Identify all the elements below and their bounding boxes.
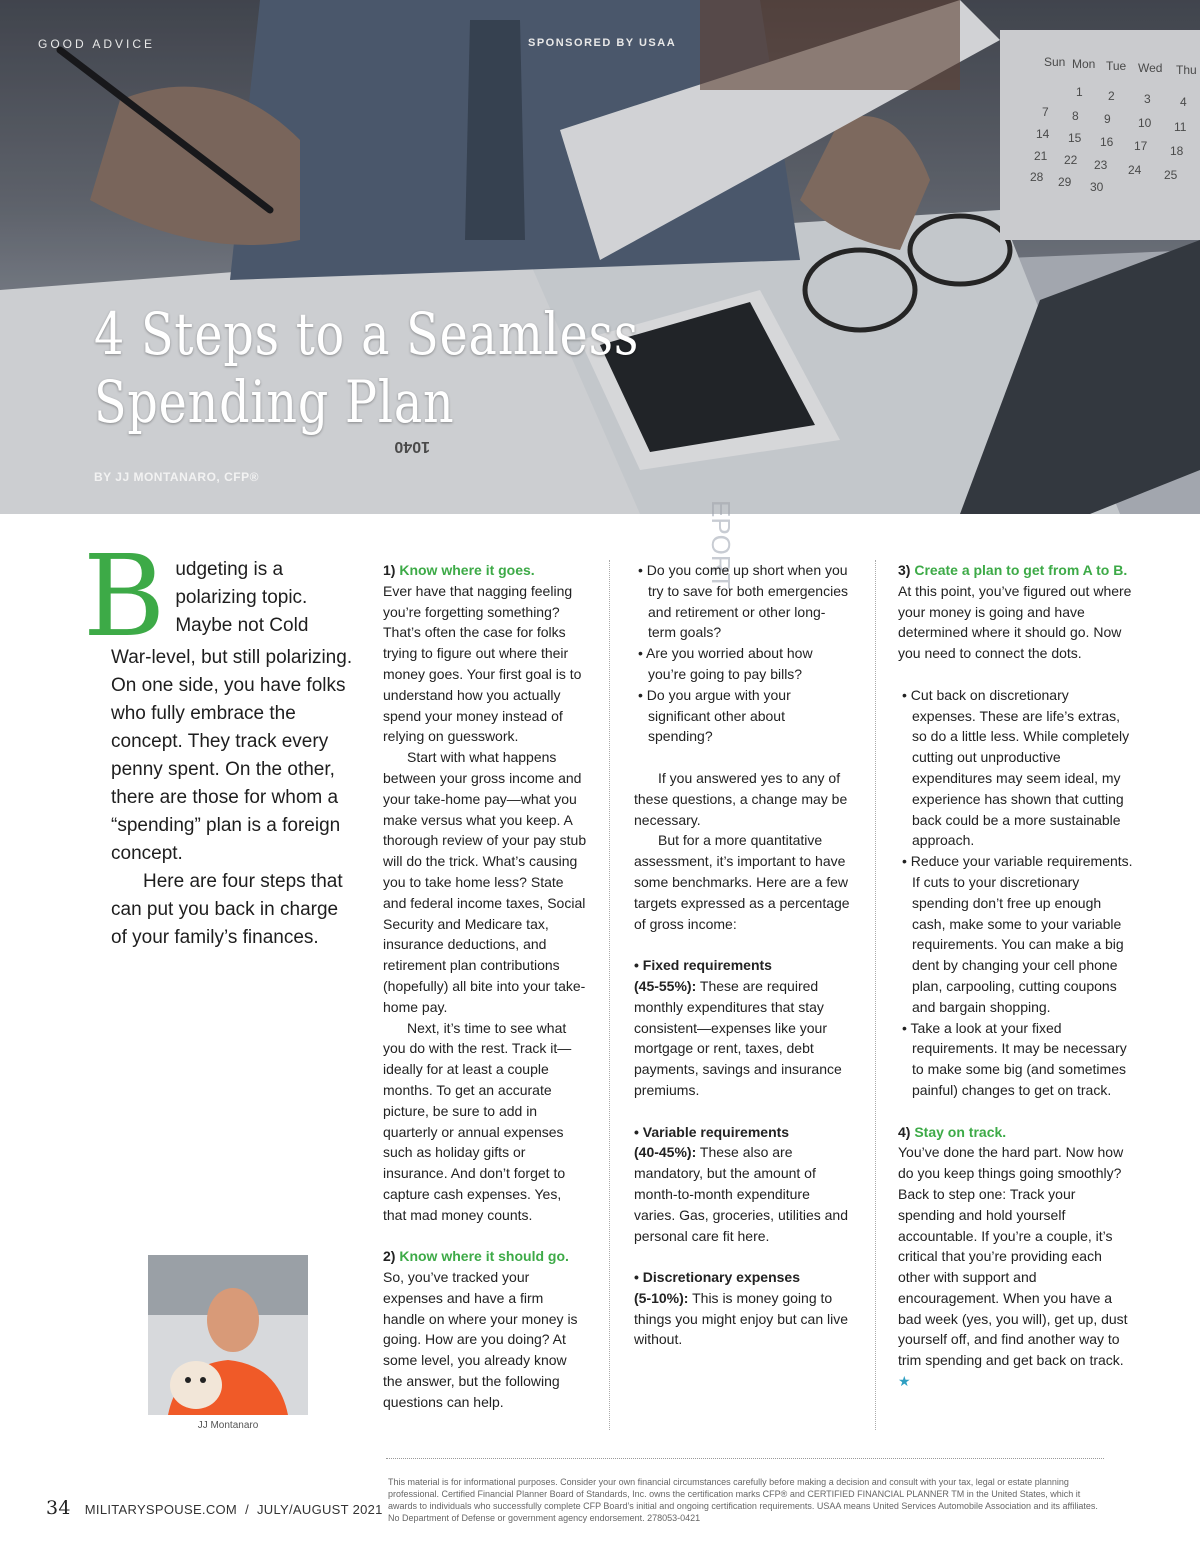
column-step-2	[634, 560, 852, 1350]
step-2-heading	[383, 1246, 588, 1267]
cal-num: 28	[1030, 170, 1044, 184]
column-step-1	[383, 560, 588, 1413]
author-face	[207, 1288, 259, 1352]
puppy	[170, 1361, 222, 1409]
cal-num: 16	[1100, 135, 1114, 149]
question-item: • Are you worried about how you’re going to pay bills?	[638, 645, 813, 682]
step-3-bullet: • Take a look at your fixed requirements. It may be necessary to make some big (and sometimes painful) changes to get on track.	[902, 1019, 1127, 1098]
cal-day-wed: Wed	[1138, 61, 1163, 75]
item-percent: (5-10%):	[634, 1289, 689, 1306]
author-photo-art	[148, 1255, 308, 1415]
step-4-text: You’ve done the hard part. Now how do you keep things going smoothly? Back to step one: Track your spending and hold yourself accountable. If you’re a couple, it’s critical that you’re providing each other with support and encouragement. When you have a bad week (yes, you will), get up, dust yourself off, and find another way to trim spending and get back on track.	[898, 1144, 1128, 1369]
cal-num: 21	[1034, 149, 1048, 163]
step-title: Know where it should go.	[399, 1248, 569, 1265]
sponsor-label: SPONSORED BY USAA	[528, 37, 677, 49]
step-1-paragraph: Ever have that nagging feeling you’re forgetting something? That’s often the case for folks trying to figure out where their money goes. Your first goal is to understand how you actually spend your money instead of relying on guesswork.	[383, 582, 582, 745]
cal-num: 7	[1042, 105, 1049, 119]
item-title: • Fixed requirements	[634, 957, 772, 974]
section-label: GOOD ADVICE	[38, 37, 156, 51]
intro-line-2: polarizing topic.	[175, 587, 308, 608]
step-3-heading	[898, 560, 1136, 581]
step-2-paragraph: But for a more quantitative assessment, it’s important to have some benchmarks. Here are a few targets expressed as a percentage of gross income:	[634, 832, 850, 932]
step-title: Know where it goes.	[399, 562, 535, 578]
footer-divider	[386, 1458, 1104, 1459]
step-3-bullet: • Reduce your variable requirements. If cuts to your discretionary spending don’t free up enough cash, make some to your variable requirements. You can make a big dent by changing your cell phone plan, carpooling, cutting coupons and bargain shopping.	[902, 853, 1133, 1015]
step-3-bullet: • Cut back on discretionary expenses. These are life’s extras, so do a little less. While completely cutting out unproductive expenditures may seem ideal, my experience has shown that cutting back could be a more sustainable approach.	[902, 686, 1130, 849]
footer-separator: /	[245, 1502, 249, 1517]
cal-num: 30	[1090, 180, 1104, 194]
item-title: • Discretionary expenses	[634, 1269, 800, 1286]
cal-num: 10	[1138, 116, 1152, 130]
cal-num: 23	[1094, 158, 1108, 172]
cal-num: 25	[1164, 168, 1178, 182]
cal-num: 9	[1104, 112, 1111, 126]
drop-cap: B	[83, 532, 166, 662]
step-title: Stay on track.	[914, 1123, 1007, 1140]
item-text: These are required monthly expenditures that stay consistent—expenses like your mortgage or rent, taxes, debt payments, savings and insurance premiums.	[634, 977, 842, 1098]
page-footer	[46, 1497, 383, 1519]
step-number: 4)	[898, 1123, 911, 1140]
cal-day-tue: Tue	[1106, 59, 1127, 73]
cal-num: 3	[1144, 92, 1151, 106]
cal-num: 8	[1072, 109, 1079, 123]
cal-day-sun: Sun	[1044, 55, 1066, 69]
page-number: 34	[46, 1497, 71, 1519]
intro-text	[83, 532, 353, 952]
question-item: • Do you come up short when you try to save for both emergencies and retirement or other long-term goals?	[638, 562, 848, 641]
step-1-paragraph: Next, it’s time to see what you do with the rest. Track it—ideally for at least a couple months. To get an accurate picture, be sure to add in quarterly or annual expenses such as holiday gifts or insurance. And don’t forget to capture cash expenses. Yes, that mad money counts.	[383, 1019, 572, 1223]
item-text: These also are mandatory, but the amount of month-to-month expenditure varies. Gas, groceries, utilities and personal care fit here.	[634, 1144, 848, 1244]
item-title: • Variable requirements	[634, 1123, 790, 1140]
intro-line-3: Maybe not Cold	[175, 615, 309, 636]
item-text: This is money going to things you might enjoy but can live without.	[634, 1289, 849, 1348]
discretionary-expenses	[634, 1267, 852, 1350]
intro-paragraph: War-level, but still polarizing. On one side, you have folks who fully embrace the concept. They track every penny spent. On the other, there are those for whom a “spending” plan is a foreign concept.	[111, 647, 353, 864]
step-number: 1)	[383, 562, 396, 578]
step-3-paragraph: At this point, you’ve figured out where your money is going and have determined where it should go. Now you need to connect the dots.	[898, 582, 1132, 662]
fixed-requirements	[634, 955, 852, 1101]
cal-num: 15	[1068, 131, 1082, 145]
cal-num: 2	[1108, 89, 1115, 103]
intro-line-1: udgeting is a	[175, 559, 284, 580]
title-line-2: Spending Plan	[94, 368, 455, 436]
item-percent: (45-55%):	[634, 977, 697, 994]
step-title: Create a plan to get from A to B.	[914, 562, 1128, 578]
cal-day-mon: Mon	[1072, 57, 1096, 71]
cal-num: 22	[1064, 153, 1078, 167]
site-name: MILITARYSPOUSE.COM	[84, 1502, 238, 1517]
author-photo	[148, 1255, 308, 1415]
step-1-heading	[383, 560, 588, 581]
step-4-heading	[898, 1122, 1136, 1143]
report-label: EPORT	[706, 500, 736, 590]
step-4-paragraph	[898, 1142, 1136, 1392]
issue-date: JULY/AUGUST 2021	[256, 1502, 383, 1517]
step-1-paragraph: Start with what happens between your gross income and your take-home pay—what you make versus what you keep. A thorough review of your pay stub will do the trick. What’s causing you to take home less? State and federal income taxes, Social Security and Medicare tax, insurance deductions, and retirement plan contributions (hopefully) all bite into your take-home pay.	[383, 749, 587, 1015]
disclaimer: This material is for informational purposes. Consider your own financial circumstances carefully before making a decision and consult with your tax, legal or estate planning professional. Certified Financial Planner Board of Standards, Inc. owns the certification marks CFP® and CERTIFIED FINANCIAL PLANNER TM in the United States, which it awards to individuals who successfully complete CFP Board’s initial and ongoing certification requirements. USAA means United Services Automobile Association and its affiliates. No Department of Defense or government agency endorsement. 278053-0421	[388, 1477, 1098, 1523]
cal-num: 17	[1134, 139, 1148, 153]
cal-num: 29	[1058, 175, 1072, 189]
byline: BY JJ MONTANARO, CFP®	[94, 470, 259, 484]
intro-paragraph-2: Here are four steps that can put you back in charge of your family’s finances.	[111, 871, 343, 948]
column-divider	[875, 560, 876, 1430]
cal-num: 18	[1170, 144, 1184, 158]
title-line-1: 4 Steps to a Seamless	[94, 300, 640, 368]
column-step-3-4	[898, 560, 1136, 1392]
item-percent: (40-45%):	[634, 1144, 697, 1161]
photo-caption: JJ Montanaro	[197, 1420, 259, 1431]
star-icon: ★	[898, 1373, 911, 1390]
step-2-paragraph: If you answered yes to any of these questions, a change may be necessary.	[634, 769, 848, 828]
variable-requirements	[634, 1122, 852, 1247]
step-number: 2)	[383, 1248, 396, 1265]
cal-num: 14	[1036, 127, 1050, 141]
cal-day-thu: Thu	[1176, 63, 1197, 77]
step-number: 3)	[898, 562, 911, 578]
page-title	[94, 300, 639, 436]
cal-num: 4	[1180, 95, 1187, 109]
cal-num: 11	[1174, 120, 1187, 134]
cal-num: 24	[1128, 163, 1142, 177]
question-item: • Do you argue with your significant other about spending?	[638, 686, 791, 745]
step-2-paragraph: So, you’ve tracked your expenses and have a firm handle on where your money is going. How are you doing? At some level, you already know the answer, but the following questions can help.	[383, 1269, 578, 1410]
cal-num: 1	[1076, 85, 1083, 99]
column-divider	[609, 560, 610, 1430]
form-label: 1040	[394, 438, 430, 455]
